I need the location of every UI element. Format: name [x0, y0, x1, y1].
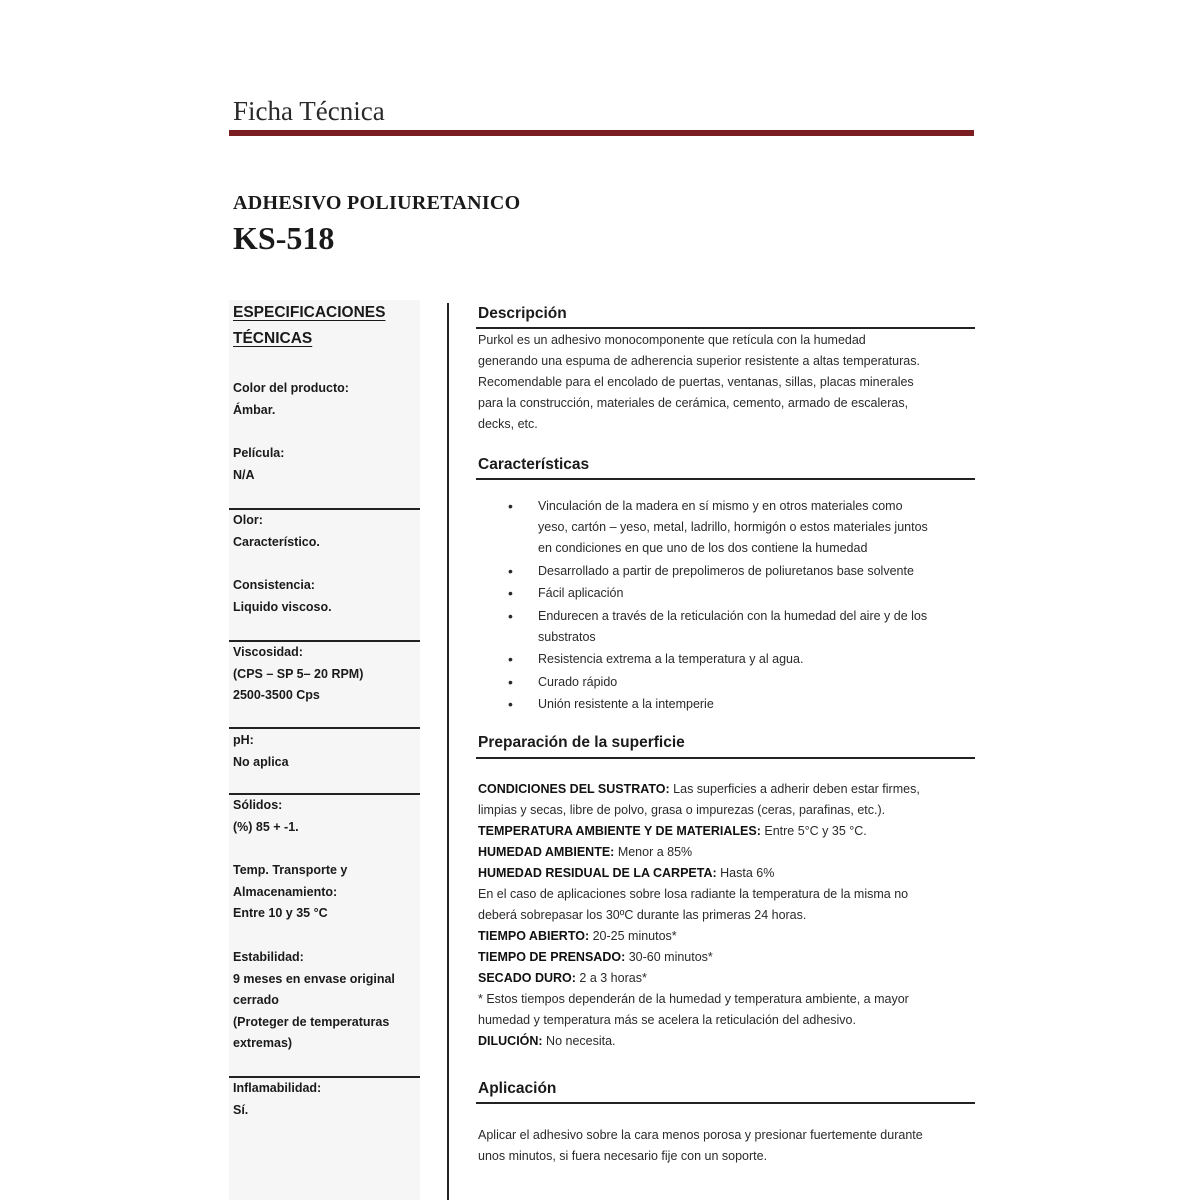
spec-value: Liquido viscoso. — [233, 599, 332, 614]
field-label: TIEMPO ABIERTO: — [478, 929, 590, 943]
text-line: Vinculación de la madera en sí mismo y en otros materiales como — [538, 499, 903, 513]
field-value: Menor a 85% — [614, 845, 693, 859]
list-item — [508, 649, 974, 670]
spec-label: Color del producto: — [233, 381, 349, 395]
preparacion-text — [478, 779, 974, 1052]
spec-value: 2500-3500 Cps — [233, 688, 320, 702]
list-item — [508, 606, 974, 648]
bullet-icon: • — [508, 562, 513, 579]
caracteristicas-list — [508, 496, 974, 717]
field-label: HUMEDAD RESIDUAL DE LA CARPETA: — [478, 866, 717, 880]
text-line — [478, 800, 974, 821]
field-value: 20-25 minutos* — [589, 929, 677, 943]
text-line: para la construcción, materiales de cerámica, cemento, armado de escaleras, — [478, 396, 909, 410]
text-line: yeso, cartón – yeso, metal, ladrillo, hormigón o estos materiales juntos — [538, 520, 928, 534]
text-line: Fácil aplicación — [538, 586, 624, 600]
text-line — [478, 842, 974, 863]
spec-label: Consistencia: — [233, 578, 315, 592]
text-line: Resistencia extrema a la temperatura y al agua. — [538, 652, 804, 666]
spec-viscosidad — [233, 642, 418, 707]
field-value: 2 a 3 horas* — [575, 971, 647, 985]
field-value: * Estos tiempos dependerán de la humedad y temperatura ambiente, a mayor — [478, 992, 909, 1006]
text-line: en condiciones en que uno de los dos contiene la humedad — [538, 541, 868, 555]
descripcion-text — [478, 330, 974, 435]
section-heading-aplicacion: Aplicación — [478, 1080, 557, 1097]
spec-value: (CPS – SP 5– 20 RPM) — [233, 666, 364, 681]
spec-label: Olor: — [233, 513, 263, 527]
text-line: unos minutos, si fuera necesario fije con un soporte. — [478, 1149, 768, 1163]
bullet-icon: • — [508, 696, 513, 712]
list-item — [508, 496, 974, 559]
text-line — [478, 947, 974, 968]
spec-value: Ámbar. — [233, 402, 276, 417]
spec-label: Viscosidad: — [233, 645, 303, 659]
list-item — [508, 672, 974, 693]
column-divider — [447, 303, 449, 1200]
section-rule — [476, 327, 975, 329]
list-item — [508, 561, 974, 582]
spec-label: Temp. Transporte y — [233, 863, 348, 877]
field-label: CONDICIONES DEL SUSTRATO: — [478, 782, 670, 796]
spec-value: Característico. — [233, 534, 320, 549]
text-line: substratos — [538, 629, 596, 644]
field-value: Las superficies a adherir deben estar firmes, — [669, 782, 920, 796]
text-line — [478, 968, 974, 989]
text-line — [478, 926, 974, 947]
title-underline — [229, 130, 974, 136]
section-rule — [476, 757, 975, 759]
spec-value: Sí. — [233, 1102, 249, 1117]
field-value: Entre 5°C y 35 °C. — [760, 824, 867, 838]
text-line: Recomendable para el encolado de puertas, ventanas, sillas, placas minerales — [478, 375, 914, 389]
text-line — [478, 821, 974, 842]
spec-label: Sólidos: — [233, 798, 283, 812]
specs-heading-line: TÉCNICAS — [233, 330, 313, 347]
spec-value: cerrado — [233, 993, 279, 1007]
spec-inflamabilidad — [233, 1078, 418, 1121]
text-line: decks, etc. — [478, 417, 538, 431]
spec-value: N/A — [233, 467, 255, 482]
field-value: Hasta 6% — [716, 866, 775, 880]
spec-ph — [233, 730, 418, 773]
field-value: En el caso de aplicaciones sobre losa radiante la temperatura de la misma no — [478, 887, 909, 901]
field-label: SECADO DURO: — [478, 971, 576, 985]
spec-pelicula — [233, 443, 418, 486]
spec-olor — [233, 510, 418, 553]
section-heading-caracteristicas: Características — [478, 456, 590, 473]
text-line: Purkol es un adhesivo monocomponente que retícula con la humedad — [478, 333, 866, 347]
field-value: 30-60 minutos* — [625, 950, 713, 964]
bullet-icon: • — [508, 498, 513, 514]
spec-label: Inflamabilidad: — [233, 1081, 322, 1095]
text-line — [478, 1031, 974, 1052]
bullet-icon: • — [508, 651, 513, 667]
text-line — [478, 905, 974, 926]
field-label: HUMEDAD AMBIENTE: — [478, 845, 615, 859]
product-type: ADHESIVO POLIURETANICO — [233, 192, 521, 214]
bullet-icon: • — [508, 585, 513, 601]
spec-value: No aplica — [233, 754, 289, 769]
spec-color — [233, 378, 418, 421]
section-heading-preparacion: Preparación de la superficie — [478, 734, 685, 751]
field-label: DILUCIÓN: — [478, 1034, 543, 1048]
text-line: Aplicar el adhesivo sobre la cara menos porosa y presionar fuertemente durante — [478, 1128, 923, 1142]
field-value: humedad y temperatura más se acelera la reticulación del adhesivo. — [478, 1013, 856, 1027]
text-line: Desarrollado a partir de prepolimeros de poliuretanos base solvente — [538, 563, 914, 578]
spec-temperatura — [233, 860, 418, 925]
text-line — [478, 1010, 974, 1031]
field-value: No necesita. — [542, 1034, 616, 1048]
spec-label: pH: — [233, 733, 254, 747]
spec-label: Almacenamiento: — [233, 884, 338, 899]
list-item — [508, 583, 974, 604]
field-value: deberá sobrepasar los 30ºC durante las primeras 24 horas. — [478, 908, 807, 922]
document-title: Ficha Técnica — [233, 96, 385, 126]
text-line — [478, 989, 974, 1010]
text-line: Unión resistente a la intemperie — [538, 697, 714, 711]
specs-heading — [233, 300, 418, 352]
field-label: TIEMPO DE PRENSADO: — [478, 950, 626, 964]
spec-value: (Proteger de temperaturas — [233, 1014, 390, 1029]
text-line: Endurecen a través de la reticulación con la humedad del aire y de los — [538, 608, 928, 623]
spec-value: extremas) — [233, 1036, 293, 1050]
text-line: Curado rápido — [538, 674, 618, 689]
section-rule — [476, 1102, 975, 1104]
product-code: KS-518 — [233, 220, 335, 256]
spec-label: Estabilidad: — [233, 950, 304, 964]
text-line: generando una espuma de adherencia superior resistente a altas temperaturas. — [478, 354, 920, 368]
spec-value: 9 meses en envase original — [233, 971, 395, 986]
spec-value: Entre 10 y 35 °C — [233, 906, 328, 920]
aplicacion-text — [478, 1125, 974, 1167]
spec-solidos — [233, 795, 418, 838]
list-item — [508, 694, 974, 715]
text-line — [478, 779, 974, 800]
specs-heading-line: ESPECIFICACIONES — [233, 304, 386, 321]
text-line — [478, 863, 974, 884]
section-rule — [476, 478, 975, 480]
spec-value: (%) 85 + -1. — [233, 819, 299, 834]
text-line — [478, 884, 974, 905]
field-label: TEMPERATURA AMBIENTE Y DE MATERIALES: — [478, 824, 761, 838]
bullet-icon: • — [508, 607, 513, 624]
spec-consistencia — [233, 575, 418, 618]
section-heading-descripcion: Descripción — [478, 305, 567, 322]
spec-label: Película: — [233, 446, 285, 460]
field-value: limpias y secas, libre de polvo, grasa o impurezas (ceras, parafinas, etc.). — [478, 803, 886, 817]
bullet-icon: • — [508, 673, 513, 690]
spec-estabilidad — [233, 947, 418, 1055]
spec-divider — [229, 727, 420, 729]
